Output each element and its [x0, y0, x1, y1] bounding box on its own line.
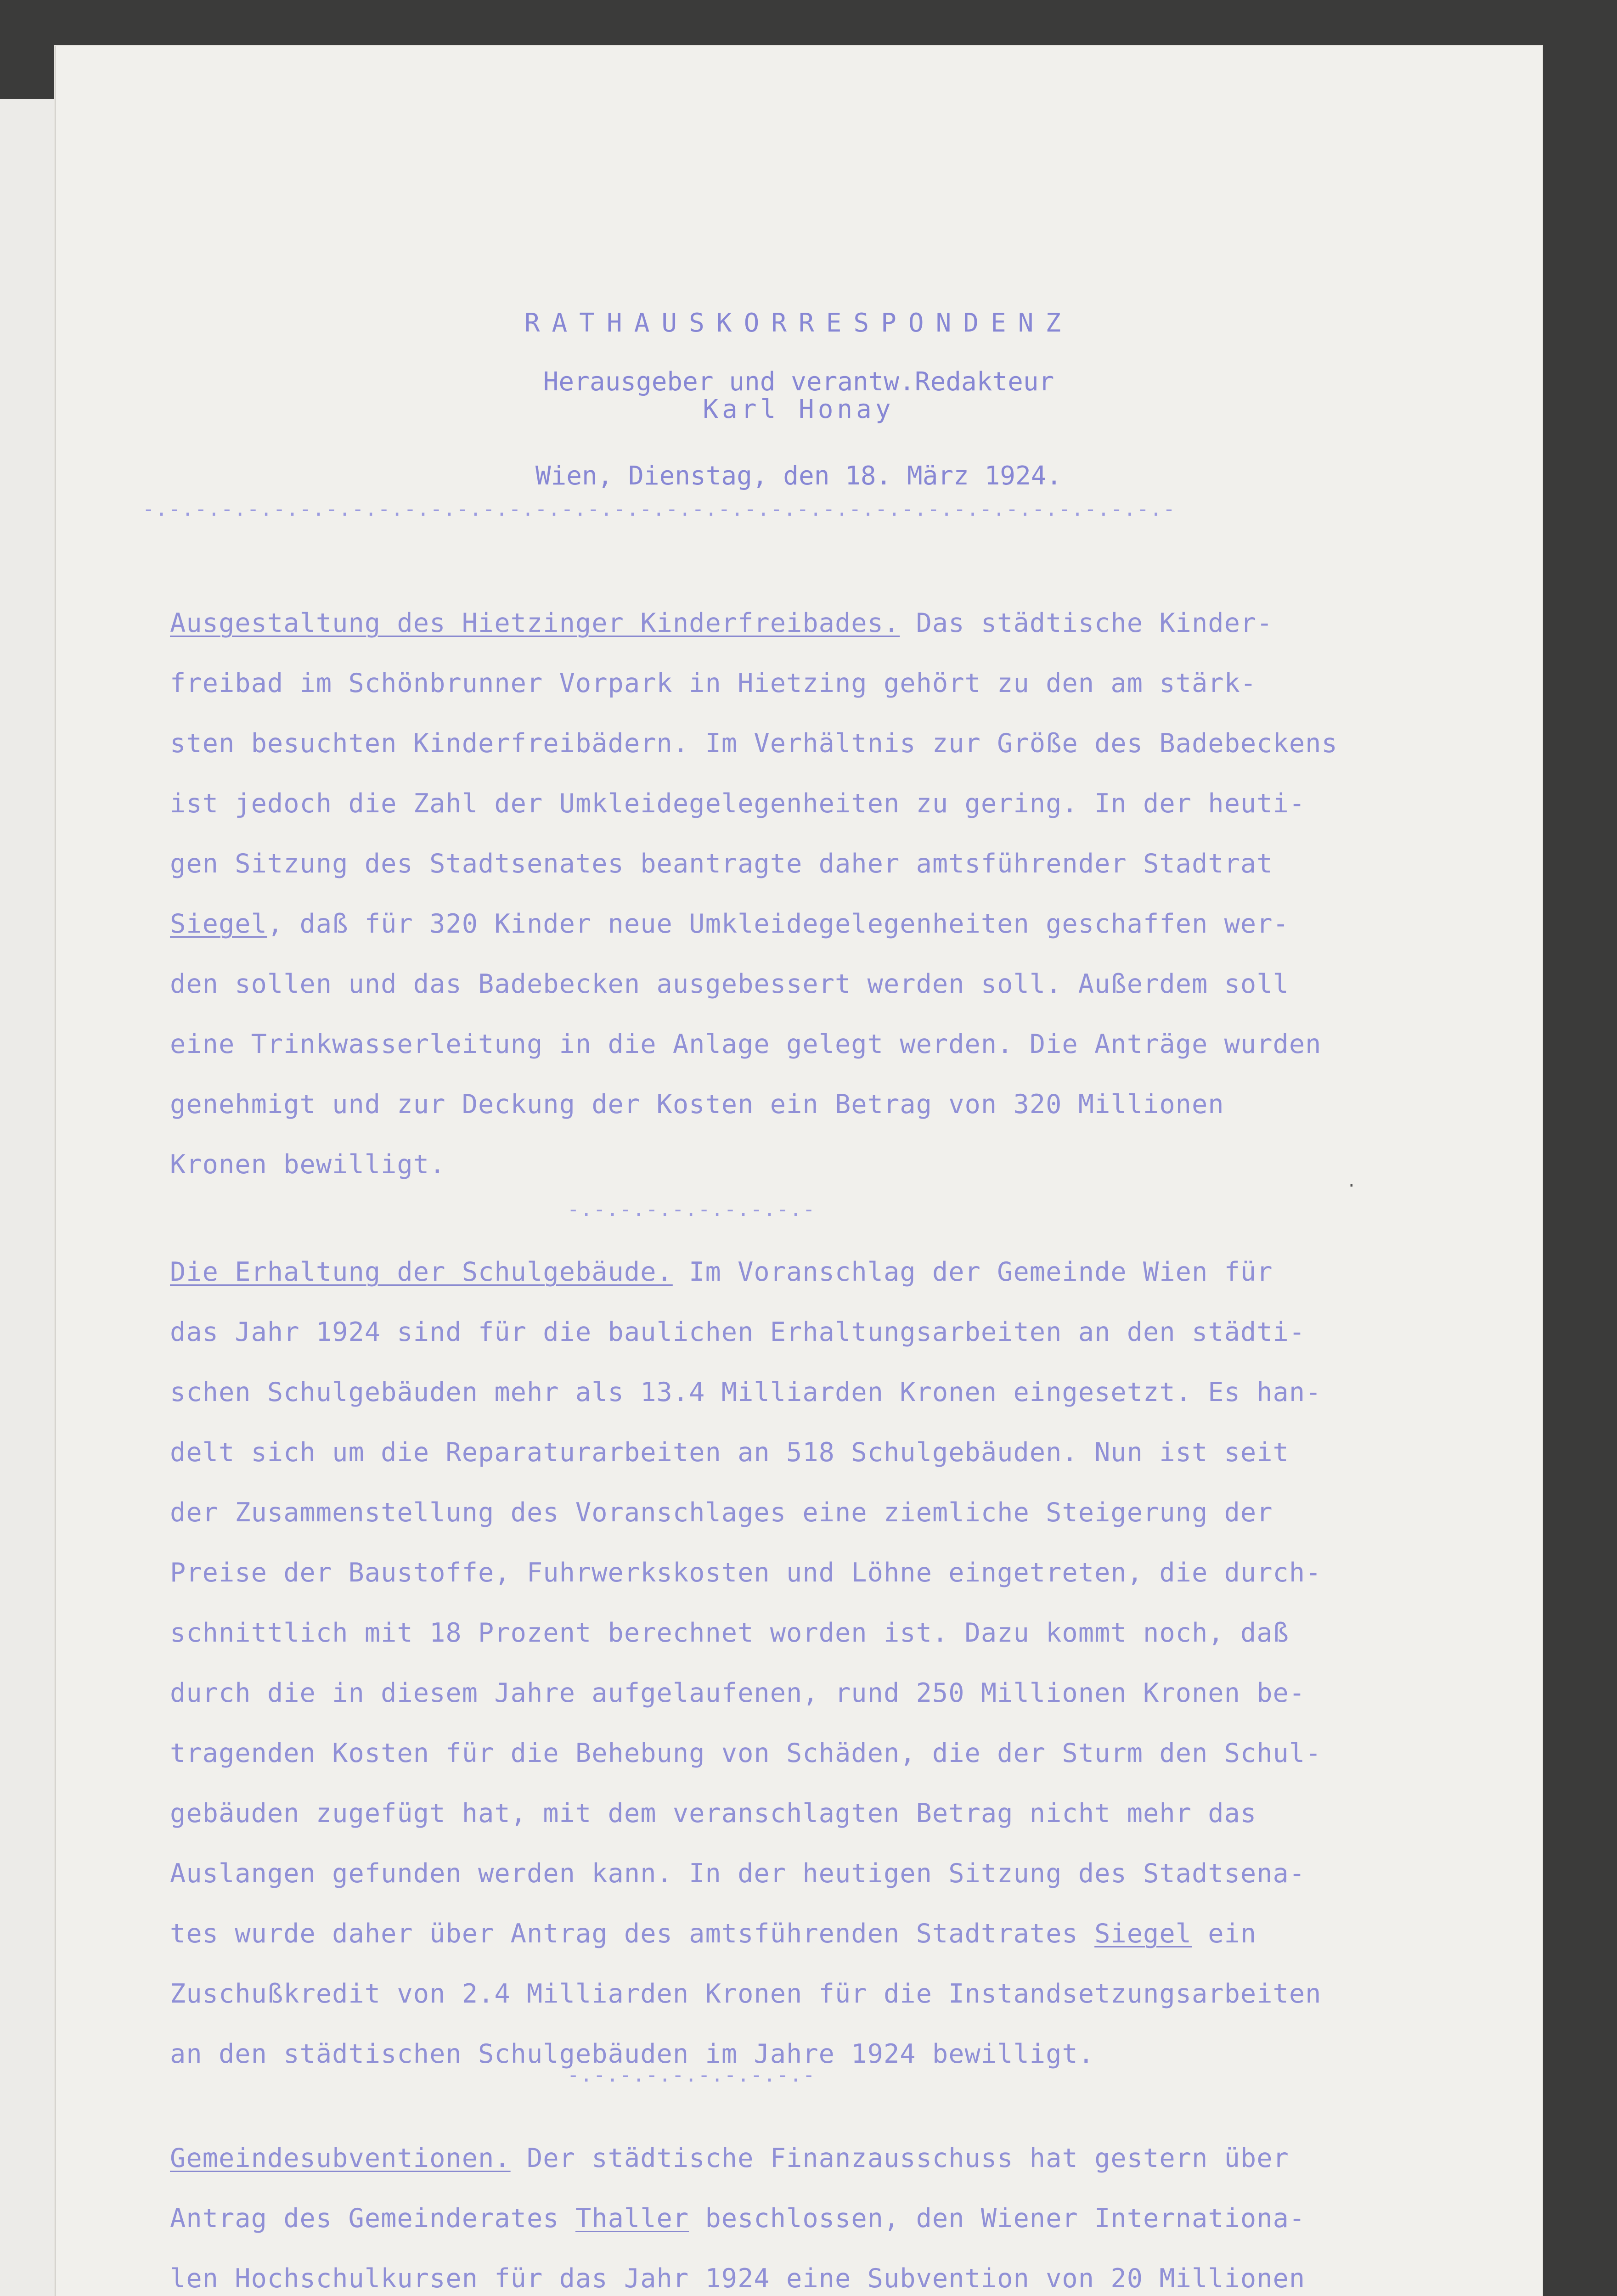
article-line [170, 608, 1525, 638]
article-text: gebäuden zugefügt hat, mit dem veranschlagten Betrag nicht mehr das [170, 1798, 1257, 1829]
article-text: den sollen und das Badebecken ausgebessert werden soll. Außerdem soll [170, 969, 1289, 999]
article-line [170, 2204, 1525, 2233]
article-line [170, 1378, 1525, 1407]
article-line [170, 1257, 1525, 1287]
article-line [170, 2144, 1525, 2173]
article-heading: Die Erhaltung der Schulgebäude. [170, 1257, 673, 1287]
article-text: der Zusammenstellung des Voranschlages eine ziemliche Steigerung der [170, 1497, 1273, 1528]
dateline: Wien, Dienstag, den 18. März 1924. [535, 461, 1062, 491]
article-line [170, 669, 1525, 698]
underlined-name: Siegel [1094, 1919, 1192, 1949]
article-line [170, 1618, 1525, 1648]
article-text: delt sich um die Reparaturarbeiten an 518 Schulgebäuden. Nun ist seit [170, 1437, 1289, 1468]
article-line [170, 729, 1525, 758]
article-text: beschlossen, den Wiener Internationa- [689, 2203, 1306, 2234]
article-text: Zuschußkredit von 2.4 Milliarden Kronen für die Instandsetzungsarbeiten [170, 1979, 1322, 2009]
underlined-name: Thaller [575, 2203, 689, 2234]
article-text: Das städtische Kinder- [900, 608, 1273, 638]
editor-line: Karl Honay [703, 394, 895, 424]
article-text: sten besuchten Kinderfreibädern. Im Verhältnis zur Größe des Badebeckens [170, 728, 1338, 759]
article-text: len Hochschulkursen für das Jahr 1924 eine Subvention von 20 Millionen [170, 2263, 1306, 2294]
ink-speck: · [1347, 1176, 1357, 1195]
article-heading: Ausgestaltung des Hietzinger Kinderfreibades. [170, 608, 900, 638]
article-text: durch die in diesem Jahre aufgelaufenen, rund 250 Millionen Kronen be- [170, 1678, 1306, 1708]
article-text: Im Voranschlag der Gemeinde Wien für [672, 1257, 1273, 1287]
article-heading: Gemeindesubventionen. [170, 2143, 511, 2173]
article-text: schnittlich mit 18 Prozent berechnet worden ist. Dazu kommt noch, daß [170, 1618, 1289, 1648]
document-page [55, 46, 1542, 2296]
article-line [170, 909, 1525, 939]
article-text: , daß für 320 Kinder neue Umkleidegelegenheiten geschaffen wer- [267, 909, 1289, 939]
top-separator: -.-.-.-.-.-.-.-.-.-.-.-.-.-.-.-.-.-.-.-.-.-.-.-.-.-.-.-.-.-.-.-.-.-.-.-.-.-.-.- [142, 497, 1176, 521]
article-line [170, 789, 1525, 818]
article-line [170, 1678, 1525, 1708]
article-text: genehmigt und zur Deckung der Kosten ein Betrag von 320 Millionen [170, 1089, 1224, 1120]
article-line [170, 1979, 1525, 2009]
article-text: gen Sitzung des Stadtsenates beantragte daher amtsführender Stadtrat [170, 849, 1273, 879]
article-text: an den städtischen Schulgebäuden im Jahre 1924 bewilligt. [170, 2039, 1095, 2069]
article-text: Antrag des Gemeinderates [170, 2203, 575, 2234]
article-line [170, 2039, 1525, 2069]
article-line [170, 849, 1525, 878]
section-separator: -.-.-.-.-.-.-.-.-.- [567, 2063, 816, 2087]
article-line [170, 1090, 1525, 1119]
article-line [170, 1150, 1525, 1179]
article-line [170, 1498, 1525, 1527]
article-text: das Jahr 1924 sind für die baulichen Erhaltungsarbeiten an den städti- [170, 1317, 1306, 1347]
article-text: Kronen bewilligt. [170, 1149, 446, 1180]
article-text: eine Trinkwasserleitung in die Anlage gelegt werden. Die Anträge wurden [170, 1029, 1322, 1059]
article-line [170, 1739, 1525, 1768]
article-line [170, 1030, 1525, 1059]
article-line [170, 1558, 1525, 1587]
article-text: schen Schulgebäuden mehr als 13.4 Milliarden Kronen eingesetzt. Es han- [170, 1377, 1322, 1407]
article-text: ein [1191, 1919, 1257, 1949]
article-text: tes wurde daher über Antrag des amtsführenden Stadtrates [170, 1919, 1095, 1949]
article-line [170, 1799, 1525, 1828]
masthead-title: RATHAUSKORRESPONDENZ [524, 308, 1073, 338]
underlined-name: Siegel [170, 909, 267, 939]
article-text: Preise der Baustoffe, Fuhrwerkskosten und Löhne eingetreten, die durch- [170, 1558, 1322, 1588]
article-line [170, 2264, 1525, 2293]
article-line [170, 1859, 1525, 1888]
publisher-line: Herausgeber und verantw.Redakteur [543, 367, 1054, 397]
article-line [170, 1919, 1525, 1948]
article-line [170, 969, 1525, 999]
article-line [170, 1438, 1525, 1467]
article-text: freibad im Schönbrunner Vorpark in Hietzing gehört zu den am stärk- [170, 668, 1257, 698]
article-text: ist jedoch die Zahl der Umkleidegelegenheiten zu gering. In der heuti- [170, 788, 1306, 819]
article-text: tragenden Kosten für die Behebung von Schäden, die der Sturm den Schul- [170, 1738, 1322, 1768]
article-line [170, 1317, 1525, 1347]
article-text: Der städtische Finanzausschuss hat gestern über [510, 2143, 1289, 2173]
article-text: Auslangen gefunden werden kann. In der heutigen Sitzung des Stadtsena- [170, 1858, 1306, 1889]
section-separator: -.-.-.-.-.-.-.-.-.- [567, 1198, 816, 1221]
